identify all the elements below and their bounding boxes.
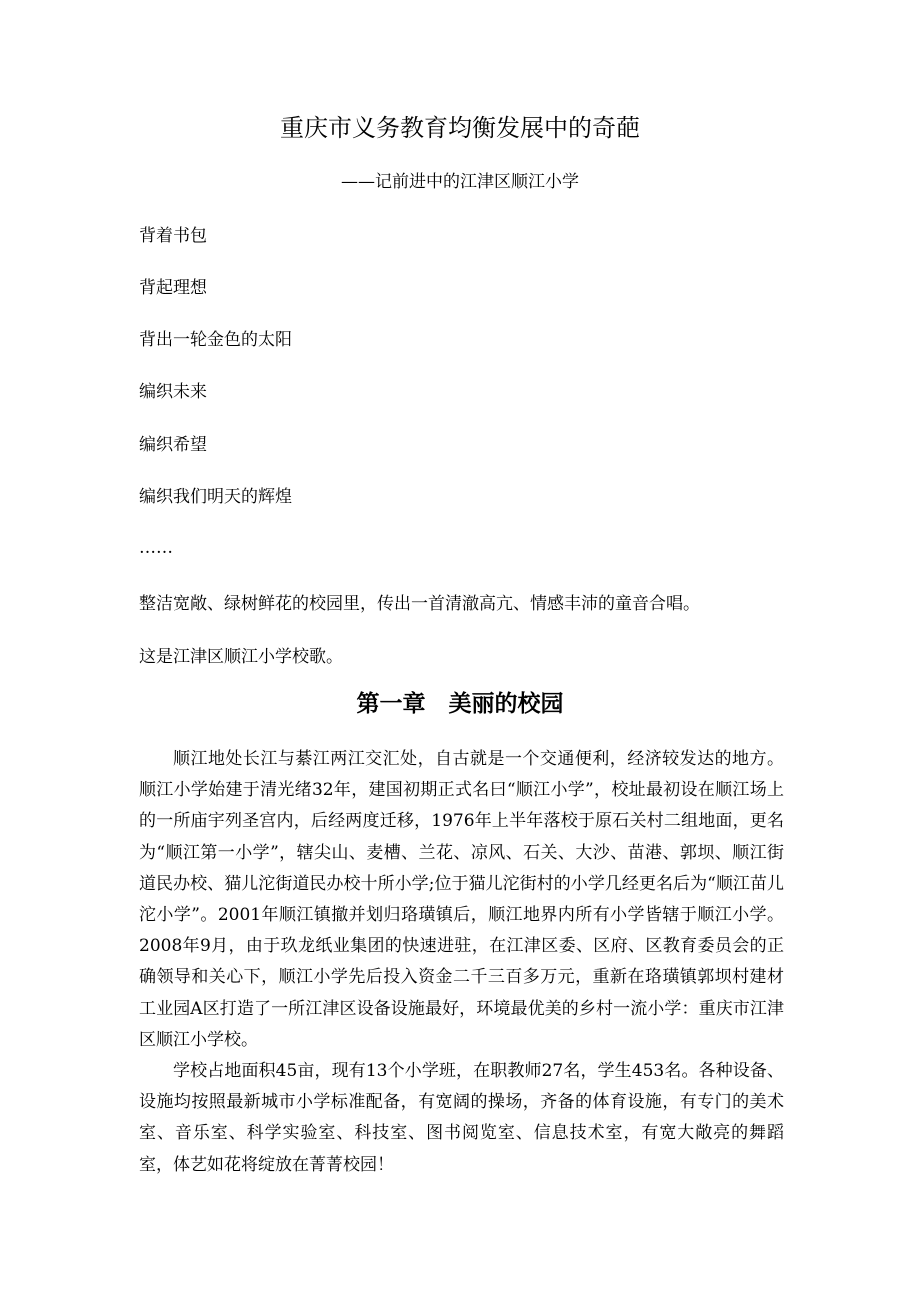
- poem-line: 背出一轮金色的太阳: [139, 330, 292, 350]
- intro-line: 整洁宽敞、绿树鲜花的校园里，传出一首清澈高亢、情感丰沛的童音合唱。: [139, 594, 700, 614]
- poem-line: 背起理想: [139, 278, 207, 298]
- body-paragraph: 顺江地处长江与綦江两江交汇处，自古就是一个交通便利，经济较发达的地方。顺江小学始建于清光绪32年，建国初期正式名曰“顺江小学”，校址最初设在顺江场上的一所庙宇列圣宫内，后经两度迁移，1976年上半年落校于原石关村二组地面，更名为“顺江第一小学”，辖尖山、麦槽、兰花、凉风、石关、大沙、苗港、郭坝、顺江街道民办校、猫儿沱街道民办校十所小学;位于猫儿沱街村的小学几经更名后为“顺江苗儿沱小学”。2001年顺江镇撤并划归珞璜镇后，顺江地界内所有小学皆辖于顺江小学。2008年9月，由于玖龙纸业集团的快速进驻，在江津区委、区府、区教育委员会的正确领导和关心下，顺江小学先后投入资金二千三百多万元，重新在珞璜镇郭坝村建材工业园A区打造了一所江津区设备设施最好，环境最优美的乡村一流小学：重庆市江津区顺江小学校。: [139, 749, 784, 1050]
- poem-line: 编织希望: [139, 435, 207, 455]
- intro-line: 这是江津区顺江小学校歌。: [139, 647, 343, 667]
- body-paragraph: 学校占地面积45亩，现有13个小学班，在职教师27名，学生453名。各种设备、设施均按照最新城市小学标准配备，有宽阔的操场，齐备的体育设施，有专门的美术室、音乐室、科学实验室、科技室、图书阅览室、信息技术室，有宽大敞亮的舞蹈室，体艺如花将绽放在菁菁校园！: [139, 1061, 784, 1175]
- document-subtitle: ——记前进中的江津区顺江小学: [341, 172, 579, 192]
- chapter-title: 第一章 美丽的校园: [356, 691, 564, 717]
- poem-line: 编织未来: [139, 382, 207, 402]
- document-title: 重庆市义务教育均衡发展中的奇葩: [280, 114, 640, 142]
- poem-line: 背着书包: [139, 226, 207, 246]
- poem-line: 编织我们明天的辉煌: [139, 487, 292, 507]
- poem-ellipsis: ……: [139, 538, 173, 558]
